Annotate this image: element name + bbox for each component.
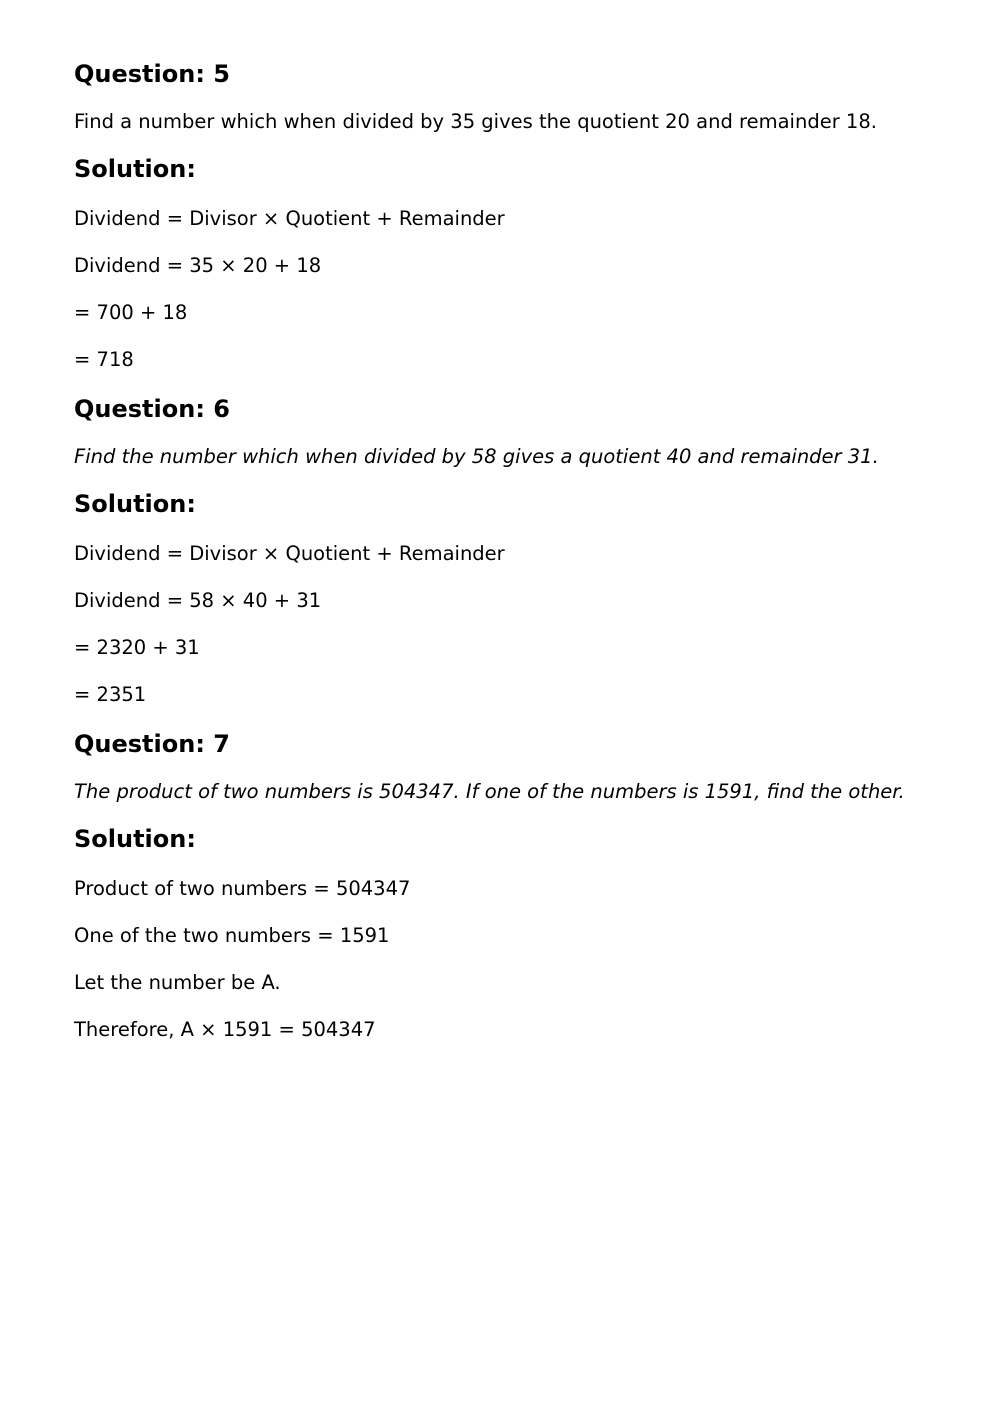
solution-6-line-3: = 2320 + 31: [74, 636, 200, 659]
solution-6-line-2: Dividend = 58 × 40 + 31: [74, 589, 322, 612]
solution-6-line-4: = 2351: [74, 683, 147, 706]
question-6-section: [74, 393, 914, 708]
document-page: [74, 58, 914, 1063]
solution-5-line-3: = 700 + 18: [74, 301, 188, 324]
solution-6-line-1: Dividend = Divisor × Quotient + Remainder: [74, 542, 505, 565]
solution-7-line-1: Product of two numbers = 504347: [74, 877, 411, 900]
question-7-heading: Question: 7: [74, 730, 230, 758]
question-5-section: [74, 58, 914, 373]
solution-5-line-2: Dividend = 35 × 20 + 18: [74, 254, 322, 277]
solution-5-line-1: Dividend = Divisor × Quotient + Remainder: [74, 207, 505, 230]
solution-7-line-3: Let the number be A.: [74, 971, 281, 994]
question-7-text: The product of two numbers is 504347. If one of the numbers is 1591, find the other.: [74, 780, 905, 803]
solution-5-line-4: = 718: [74, 348, 134, 371]
solution-7-line-2: One of the two numbers = 1591: [74, 924, 390, 947]
question-6-heading: Question: 6: [74, 395, 230, 423]
solution-7-line-4: Therefore, A × 1591 = 504347: [74, 1018, 376, 1041]
solution-5-heading: Solution:: [74, 155, 196, 183]
question-5-heading: Question: 5: [74, 60, 230, 88]
solution-6-heading: Solution:: [74, 490, 196, 518]
solution-7-heading: Solution:: [74, 825, 196, 853]
question-5-text: Find a number which when divided by 35 gives the quotient 20 and remainder 18.: [74, 110, 877, 133]
question-7-section: [74, 728, 914, 1043]
question-6-text: Find the number which when divided by 58 gives a quotient 40 and remainder 31.: [74, 445, 879, 468]
